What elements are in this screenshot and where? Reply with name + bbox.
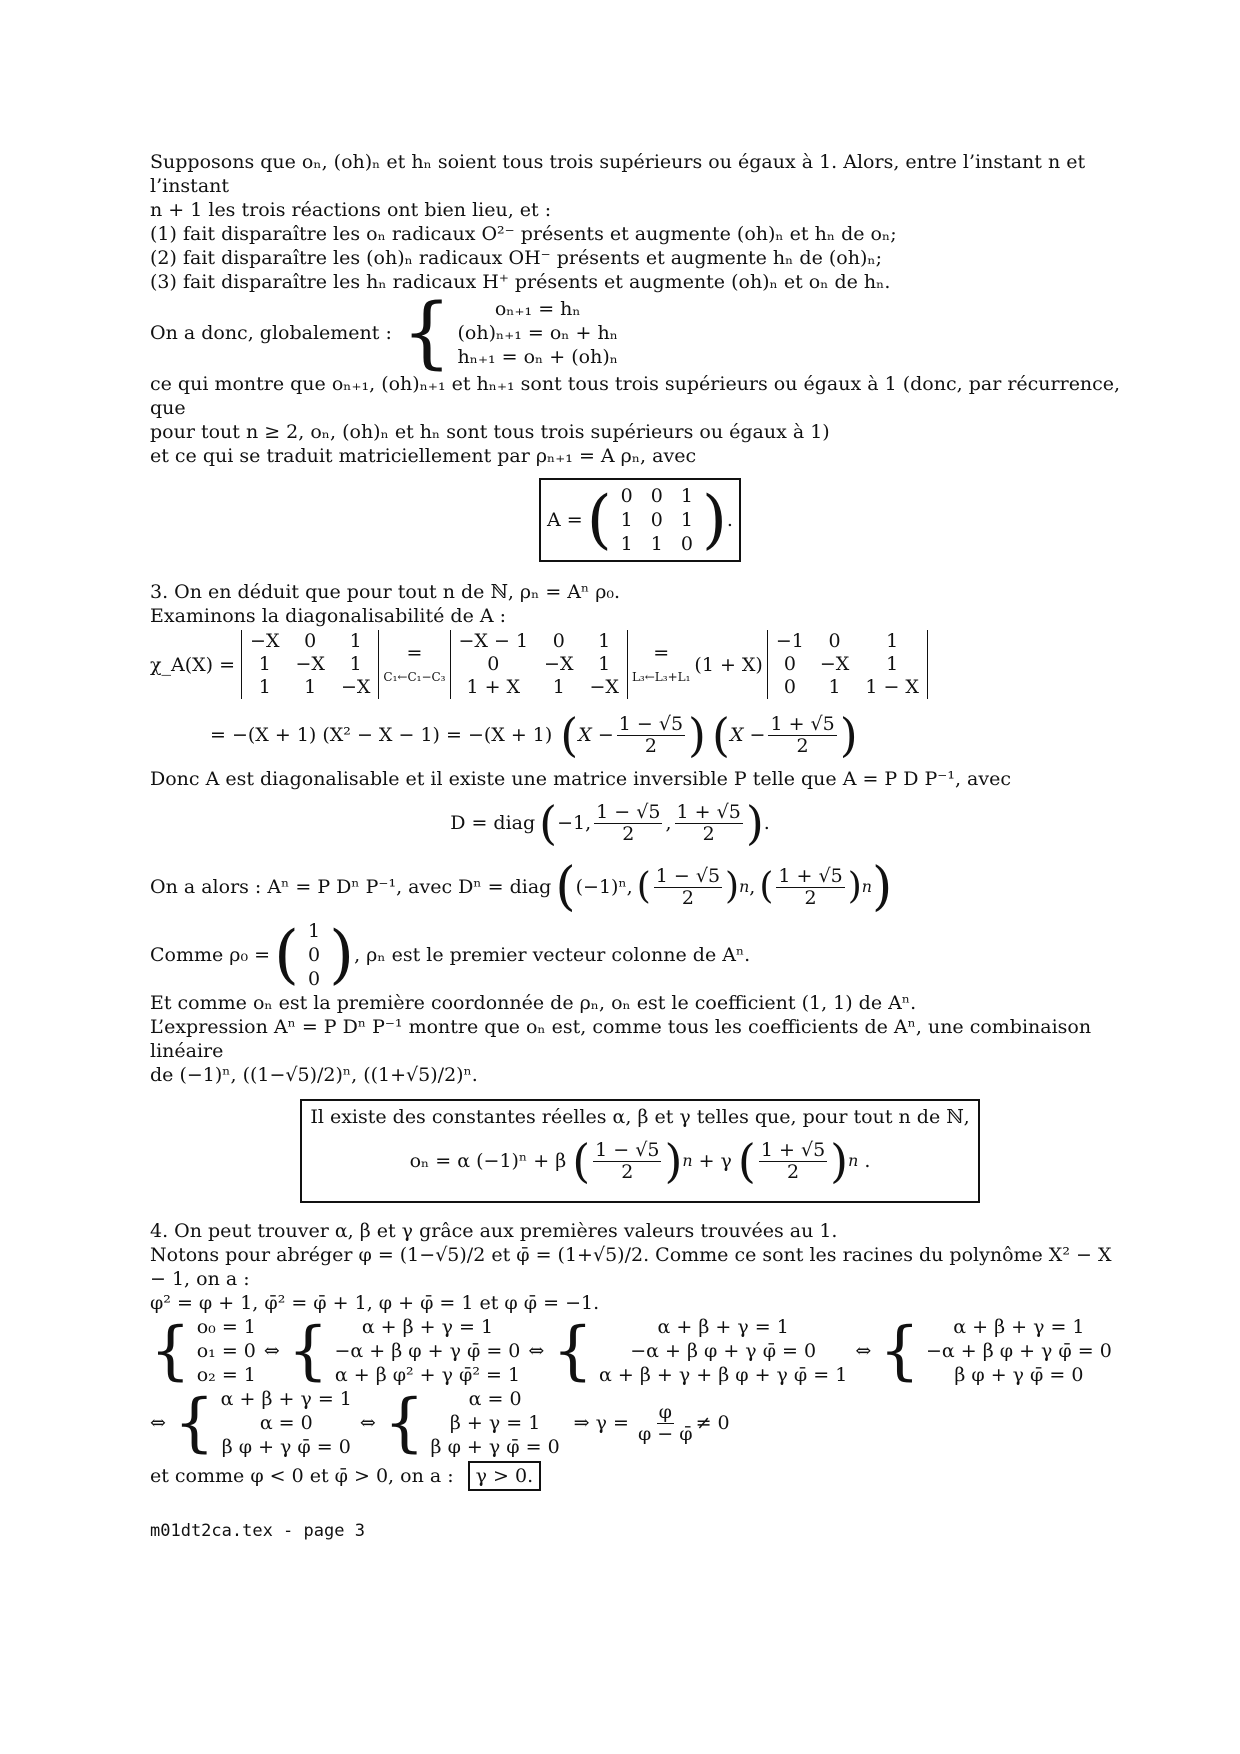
global-system: [150, 288, 1130, 378]
d2-32: 1: [552, 676, 565, 698]
a-23: 1: [680, 509, 693, 531]
d2-22: −X: [544, 653, 574, 675]
sys-e: α + β + γ = 1 α = 0 β φ + γ φ̄ = 0: [220, 1388, 352, 1458]
systems-row-1: { o₀ = 1 o₁ = 0 o₂ = 1 ⇔ { α + β + γ = 1 −α + β φ + γ φ̄ = 0 α + β φ² + γ φ̄² = 1 ⇔ { α + β + γ = 1 −α + β φ + γ φ̄ = 0 α + β + γ + β φ + γ φ̄ = 1 ⇔ { α + β + γ = 1 −α + β φ + γ φ̄ = 0 β φ + γ φ̄ = 0: [150, 1314, 1112, 1388]
det-3: [767, 630, 928, 699]
box-line1: Il existe des constantes réelles α, β et γ telles que, pour tout n de ℕ,: [310, 1106, 970, 1128]
det-2: [450, 630, 628, 699]
s3-line3: Et comme oₙ est la première coordonnée de ρₙ, oₙ est le coefficient (1, 1) de Aⁿ.: [150, 992, 917, 1014]
chi-label: χ_A(X) =: [150, 653, 236, 676]
d-label: D = diag: [450, 812, 536, 834]
matrix-a-box: [539, 478, 741, 562]
matrix-a-block: [150, 478, 1130, 562]
sys-f: α = 0 β + γ = 1 β φ + γ φ̄ = 0: [430, 1388, 560, 1458]
s4-line1: 4. On peut trouver α, β et γ grâce aux premières valeurs trouvées au 1.: [150, 1220, 838, 1242]
gamma-frac: $\frac{\varphi}{\varphi - \varphī}$: [637, 1400, 693, 1445]
para1-item2: (2) fait disparaître les (oh)ₙ radicaux OH⁻ présents et augmente hₙ de (oh)ₙ;: [150, 247, 883, 269]
d2-33: −X: [589, 676, 619, 698]
d1-21: 1: [258, 653, 271, 675]
sys-eq-3: hₙ₊₁ = oₙ + (oh)ₙ: [457, 346, 618, 368]
d3-12: 0: [828, 630, 841, 652]
d2-12: 0: [552, 630, 565, 652]
d1-12: 0: [304, 630, 317, 652]
det-1: [241, 630, 379, 699]
a-12: 0: [650, 485, 663, 507]
para1-item3: (3) fait disparaître les hₙ radicaux H⁺ présents et augmente (oh)ₙ et oₙ de hₙ.: [150, 271, 891, 293]
a-32: 1: [650, 533, 663, 555]
op-2: = L₃←L₃+L₁: [631, 641, 691, 684]
d1-11: −X: [250, 630, 280, 652]
op-1: = C₁←C₁−C₃: [383, 641, 446, 684]
a-33: 0: [680, 533, 693, 555]
d1-32: 1: [304, 676, 317, 698]
d2-23: 1: [598, 653, 611, 675]
d2-31: 1 + X: [466, 676, 521, 698]
d3-21: 0: [783, 653, 796, 675]
rho0-text: , ρₙ est le premier vecteur colonne de Aⁿ.: [354, 944, 751, 966]
factor: (1 + X): [694, 653, 763, 676]
sys-eq-1: oₙ₊₁ = hₙ: [494, 298, 581, 320]
d1-33: −X: [340, 676, 371, 698]
rho0-row: [150, 919, 1130, 991]
d3-33: 1 − X: [865, 676, 919, 698]
matrix-a-label: A =: [547, 509, 583, 531]
char-poly-row: [150, 630, 1130, 699]
page-content: [150, 150, 1130, 1543]
a-22: 0: [650, 509, 663, 531]
sys-b: α + β + γ = 1 −α + β φ + γ φ̄ = 0 α + β φ² + γ φ̄² = 1: [334, 1316, 521, 1386]
left-paren: (: [586, 483, 612, 557]
constants-box: [300, 1099, 979, 1203]
page-footer: m01dt2ca.tex - page 3: [150, 1521, 365, 1541]
s3-line2: Examinons la diagonalisabilité de A :: [150, 605, 507, 627]
d3-32: 1: [828, 676, 841, 698]
d3-23: 1: [886, 653, 899, 675]
sys-d: α + β + γ = 1 −α + β φ + γ φ̄ = 0 β φ + γ φ̄ = 0: [925, 1316, 1112, 1386]
recurrence-system: [457, 297, 617, 369]
d2-21: 0: [487, 653, 500, 675]
d1-23: 1: [349, 653, 362, 675]
d2-11: −X − 1: [458, 630, 529, 652]
d3-31: 0: [783, 676, 796, 698]
matrix-a: [547, 484, 733, 556]
globally-label: On a donc, globalement :: [150, 322, 392, 344]
sys-eq-2: (oh)ₙ₊₁ = oₙ + hₙ: [457, 322, 618, 344]
s4-line3: φ² = φ + 1, φ̄² = φ̄ + 1, φ + φ̄ = 1 et φ φ̄ = −1.: [150, 1292, 600, 1314]
frac-2: $\frac{1 + √5}{2}$: [770, 712, 835, 757]
d3-22: −X: [819, 653, 850, 675]
a-11: 0: [620, 485, 633, 507]
para1-line2: n + 1 les trois réactions ont bien lieu, et :: [150, 199, 552, 221]
conclusion-row: et comme φ < 0 et φ̄ > 0, on a : γ > 0.: [150, 1461, 1130, 1491]
sys-c: α + β + γ = 1 −α + β φ + γ φ̄ = 0 α + β + γ + β φ + γ φ̄ = 1: [599, 1316, 848, 1386]
factored-row: = −(X + 1) (X² − X − 1) = −(X + 1) ( X − $\frac{1 - √5}{2}$ ) ( X − $\frac{1 + √5}{2}$ ): [210, 708, 858, 762]
system-brace: [401, 288, 618, 378]
s3-line5: de (−1)ⁿ, ((1−√5)/2)ⁿ, ((1+√5)/2)ⁿ.: [150, 1064, 478, 1086]
s3-line1: 3. On en déduit que pour tout n de ℕ, ρₙ = Aⁿ ρ₀.: [150, 581, 621, 603]
right-paren: ): [701, 483, 727, 557]
para1-item1: (1) fait disparaître les oₙ radicaux O²⁻ présents et augmente (oh)ₙ et hₙ de oₙ;: [150, 223, 897, 245]
alors-text: On a alors : Aⁿ = P Dⁿ P⁻¹, avec Dⁿ = diag: [150, 876, 552, 898]
left-brace: {: [401, 288, 452, 378]
systems-row-2: ⇔ { α + β + γ = 1 α = 0 β φ + γ φ̄ = 0 ⇔ { α = 0 β + γ = 1 β φ + γ φ̄ = 0 ⇒ γ = $\frac{\varphi}{\varphi - \varphī}$ ≠ 0: [150, 1386, 730, 1460]
gamma-positive-box: γ > 0.: [468, 1461, 541, 1491]
frac-1: $\frac{1 - √5}{2}$: [618, 712, 684, 757]
para1-line1: Supposons que oₙ, (oh)ₙ et hₙ soient tous trois supérieurs ou égaux à 1. Alors, entre l’instant n et l’instant: [150, 151, 1086, 197]
factored-text: = −(X + 1) (X² − X − 1) = −(X + 1): [210, 724, 553, 746]
a-31: 1: [620, 533, 633, 555]
d3-11: −1: [775, 630, 804, 652]
rho0-label: Comme ρ₀ =: [150, 944, 271, 966]
box-line2: oₙ = α (−1)ⁿ + β ( $\frac{1 - √5}{2}$ ) n + γ ( $\frac{1 + √5}{2}$ ) n .: [409, 1134, 871, 1188]
para1-line3: ce qui montre que oₙ₊₁, (oh)ₙ₊₁ et hₙ₊₁ sont tous trois supérieurs ou égaux à 1 (donc, par récurrence, que: [150, 373, 1121, 419]
constants-box-wrap: [150, 1099, 1130, 1203]
matrix-a-end: .: [726, 509, 733, 531]
matrix-a-table: [612, 484, 702, 556]
d-row: D = diag ( −1, $\frac{1 - √5}{2}$ , $\frac{1 + √5}{2}$ ) .: [450, 796, 770, 850]
para1-line5: et ce qui se traduit matriciellement par ρₙ₊₁ = A ρₙ, avec: [150, 445, 697, 467]
s4-line2: Notons pour abréger φ = (1−√5)/2 et φ̄ = (1+√5)/2. Comme ce sont les racines du polynôme X² − X − 1, on a :: [150, 1244, 1112, 1290]
a-21: 1: [620, 509, 633, 531]
d1-31: 1: [258, 676, 271, 698]
d3-13: 1: [886, 630, 899, 652]
rho0-vector: ( 1 0 0 ): [274, 918, 355, 992]
alors-row: On a alors : Aⁿ = P Dⁿ P⁻¹, avec Dⁿ = diag ( (−1)ⁿ, ( $\frac{1 - √5}{2}$ ) n , ( $\frac{1 + √5}{2}$ ) n ): [150, 857, 893, 917]
s3-line4: L’expression Aⁿ = P Dⁿ P⁻¹ montre que oₙ est, comme tous les coefficients de Aⁿ, une combinaison linéaire: [150, 1016, 1092, 1062]
para1-line4: pour tout n ≥ 2, oₙ, (oh)ₙ et hₙ sont tous trois supérieurs ou égaux à 1): [150, 421, 830, 443]
sys-a: o₀ = 1 o₁ = 0 o₂ = 1: [196, 1316, 256, 1386]
diag-text: Donc A est diagonalisable et il existe une matrice inversible P telle que A = P D P⁻¹, avec: [150, 768, 1011, 790]
d1-13: 1: [349, 630, 362, 652]
d1-22: −X: [295, 653, 325, 675]
a-13: 1: [680, 485, 693, 507]
d2-13: 1: [598, 630, 611, 652]
